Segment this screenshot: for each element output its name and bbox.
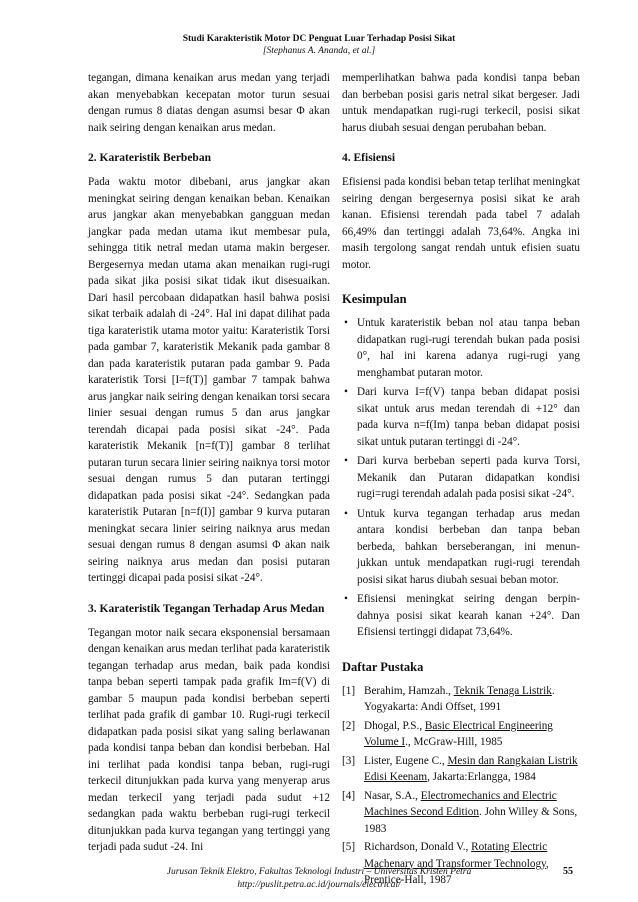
list-item: • Efisiensi meningkat seiring dengan berpin-dahnya posisi sikat kearah kanan +24°. Dan Efisiensi tertinggi didapat 73,64%. <box>342 591 580 641</box>
conclusion-list <box>342 315 580 641</box>
paragraph: memperlihatkan bahwa pada kondisi tanpa beban dan berbeban posisi garis netral sikat bergeser. Jadi untuk mendapatkan rugi-rugi terkecil, posisi sikat harus diubah sesuai dengan perubahan beban. <box>342 72 580 134</box>
reference-publisher: . Yogyakarta: Andi Offset, 1991 <box>364 684 555 713</box>
reference-item <box>342 753 580 786</box>
reference-author: Lister, Eugene C., <box>364 754 445 767</box>
reference-item <box>342 788 580 838</box>
header-authors: [Stephanus A. Ananda, et al.] <box>262 46 376 56</box>
paragraph: Pada waktu motor dibebani, arus jangkar akan meningkat seiring dengan kenaikan beban. Kenaikan arus jangkar akan menyebabkan gangguan medan jangkar pada medan utama ikut membesar pula, sehingga titik netral medan utama makin bergeser. Bergesernya medan utama akan menaikan rugi-rugi pada sikat jika posisi sikat tidak ikut disesuaikan. Dari hasil percobaan didapatkan hasil bahwa posisi sikat terbaik adalah di -24°. Hal ini dapat dilihat pada tiga karateristik utama motor yaitu: Karateristik Torsi pada gambar 7, karateristik Mekanik pada gambar 8 dan pada karateristik putaran pada gambar 9. Pada karateristik Torsi [I=f(T)] gambar 7 tampak bahwa arus jangkar naik seiring dengan kenaikan torsi secara linier sesuai dengan rumus 5 dan arus jangkar terendah dicapai pada posisi sikat -24°. Pada karateristik Mekanik [n=f(T)] gambar 8 terlihat putaran turun secara linier seiring naiknya torsi motor sesuai dengan rumus 5 dan putaran tertinggi didapatkan pada posisi sikat -24°. Sedangkan pada karateristik Putaran [n=f(I)] gambar 9 kurva putaran meningkat secara linier seiring naiknya arus medan sesuai dengan rumus 8 dengan asumsi Φ akan naik seiring naiknya arus medan dan posisi putaran tertinggi dicapai pada posisi sikat -24°. <box>88 176 330 584</box>
reference-title: Teknik Tenaga Listrik <box>453 684 552 697</box>
right-column <box>342 70 580 891</box>
reference-title: Electromechanics and Electric Machines Second Edition <box>364 789 557 818</box>
reference-number: [5] <box>342 841 356 853</box>
reference-author: Nasar, S.A., <box>364 789 418 802</box>
list-item: • Dari kurva berbeban seperti pada kurva Torsi, Mekanik dan Putaran didapatkan kondisi rugi=rugi terendah adalah pada posisi sikat -24°. <box>342 453 580 503</box>
paragraph: tegangan, dimana kenaikan arus medan yang terjadi akan menyebabkan kecepatan motor turun sesuai dengan rumus 8 diatas dengan asumsi besar Φ akan naik seiring dengan kenaikan arus medan. <box>88 72 330 134</box>
reference-publisher: . John Willey & Sons, 1983 <box>364 806 578 835</box>
reference-number: [2] <box>342 719 356 732</box>
reference-number: [1] <box>342 684 356 697</box>
references-heading: Daftar Pustaka <box>342 659 424 674</box>
reference-author: Berahim, Hamzah., <box>364 684 451 697</box>
paragraph: Tegangan motor naik secara eksponensial bersamaan dengan kenaikan arus medan terlihat pada karateristik tegangan terhadap arus medan, baik pada kondisi tanpa beban seperti tampak pada grafik Im=f(V) di gambar 5 maupun pada kondisi berbeban seperti terlihat pada grafik di gambar 10. Rugi-rugi terkecil didapatkan pada posisi sikat yang saling berlawanan pada kondisi tanpa beban dan kondisi berbeban. Hal ini terlihat pada kondisi tanpa beban, rugi-rugi terkecil ditunjukkan pada kurva yang menyerap arus medan terkecil yang terjadi pada sudut +12 sedangkan pada waktu berbeban rugi-rugi terkecil ditunjukkan pada kurva tegangan yang tertinggi yang terjadi pada sudut -24. Ini <box>88 626 330 853</box>
reference-title: Basic Electrical Engineering Volume I <box>364 719 553 748</box>
reference-number: [3] <box>342 754 356 767</box>
reference-item <box>342 718 580 751</box>
paragraph: Efisiensi pada kondisi beban tetap terlihat meningkat seiring dengan bergesernya posisi sikat ke arah kanan. Efisiensi terendah pada tabel 7 adalah 66,49% dan tertinggi adalah 73,64%. Angka ini masih tergolong sangat rendah untuk efisien suatu motor. <box>342 176 580 271</box>
running-header <box>0 33 638 57</box>
list-item: • Dari kurva I=f(V) tanpa beban didapat posisi sikat untuk arus medan terendah di +12° dan pada kurva n=f(Im) tanpa beban didapat posisi sikat untuk putaran tertinggi di -24°. <box>342 384 580 450</box>
left-column <box>88 70 330 856</box>
references-list <box>342 683 580 889</box>
reference-publisher: , Jakarta:Erlangga, 1984 <box>427 771 536 783</box>
footer-institution: Jurusan Teknik Elektro, Fakultas Teknologi Industri – Universitas Kristen Petra <box>166 867 472 877</box>
reference-publisher: , Prentice-Hall, 1987 <box>364 857 549 886</box>
footer-url: http://puslit.petra.ac.id/journals/electrical/ <box>237 880 401 890</box>
section-heading-4: 4. Efisiensi <box>342 152 396 164</box>
reference-author: Richardson, Donald V., <box>364 841 469 853</box>
list-item: • Untuk kurva tegangan terhadap arus medan antara kondisi berbeban dan tanpa beban berbeda, bahkan berseberangan, ini menun-jukkan untuk mendapatkan rugi-rugi terendah posisi sikat harus diubah sesuai beban motor. <box>342 506 580 589</box>
page-footer <box>0 866 638 892</box>
page-number: 55 <box>563 866 573 877</box>
list-item: • Untuk karateristik beban nol atau tanpa beban didapatkan rugi-rugi terendah bukan pada posisi 0°, hal ini karena adanya rugi-rugi yang menghambat putaran motor. <box>342 315 580 381</box>
reference-item <box>342 683 580 716</box>
reference-title: Rotating Electric Machenary and Transformer Technology <box>364 841 548 870</box>
reference-publisher: ., McGraw-Hill, 1985 <box>405 736 503 748</box>
header-title: Studi Karakteristik Motor DC Penguat Luar Terhadap Posisi Sikat <box>182 34 456 44</box>
reference-title: Mesin dan Rangkaian Listrik Edisi Keenam <box>364 754 578 783</box>
conclusion-heading: Kesimpulan <box>342 292 407 306</box>
section-heading-2: 2. Karateristik Berbeban <box>88 152 211 164</box>
section-heading-3: 3. Karateristik Tegangan Terhadap Arus Medan <box>88 602 325 615</box>
reference-number: [4] <box>342 789 356 802</box>
reference-author: Dhogal, P.S., <box>364 719 423 732</box>
